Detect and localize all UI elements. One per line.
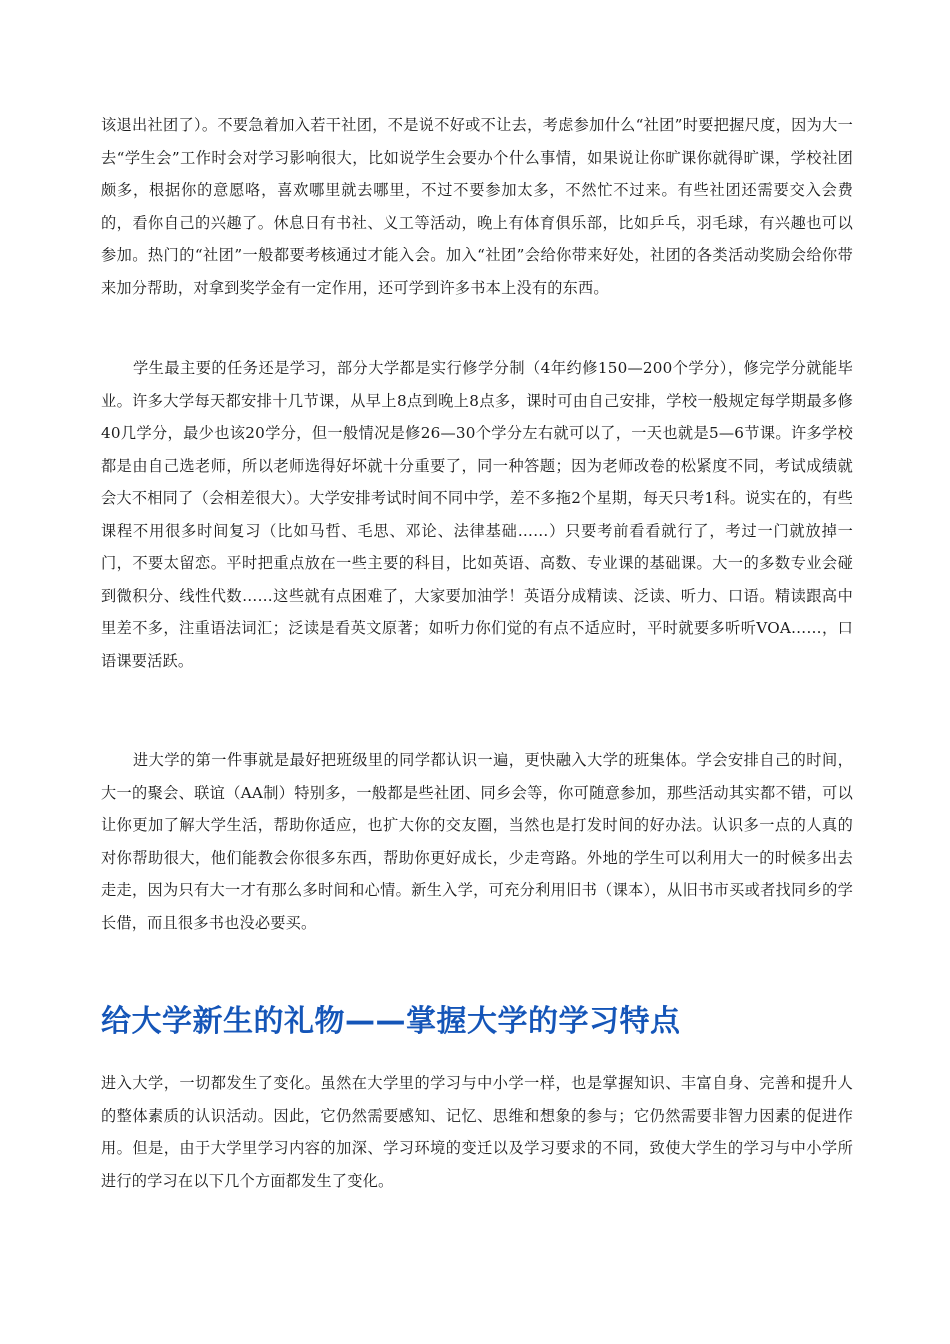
paragraph-study-credits: 学生最主要的任务还是学习，部分大学都是实行修学分制（4年约修150—200个学分），修完学分就能毕业。许多大学每天都安排十几节课，从早上8点到晚上8点多，课时可由自己安排，学校一般规定每学期最多修40几学分，最少也该20学分，但一般情况是修26—30个学分左右就可以了，一天也就是5—6节课。许多学校都是由自己选老师，所以老师选得好坏就十分重要了，同一种答题；因为老师改卷的松紧度不同，考试成绩就会大不相同了（会相差很大）。大学安排考试时间不同中学，差不多拖2个星期，每天只考1科。说实在的，有些课程不用很多时间复习（比如马哲、毛思、邓论、法律基础……）只要考前看看就行了，考过一门就放掉一门，不要太留恋。平时把重点放在一些主要的科目，比如英语、高数、专业课的基础课。大一的多数专业会碰到微积分、线性代数……这些就有点困难了，大家要加油学！英语分成精读、泛读、听力、口语。精读跟高中里差不多，注重语法词汇；泛读是看英文原著；如听力你们觉的有点不适应时，平时就要多听听VOA……，口语课要活跃。	[101, 359, 853, 670]
paragraph-learning-changes: 进入大学，一切都发生了变化。虽然在大学里的学习与中小学一样，也是掌握知识、丰富自身、完善和提升人的整体素质的认识活动。因此，它仍然需要感知、记忆、思维和想象的参与；它仍然需要非智力因素的促进作用。但是，由于大学里学习内容的加深、学习环境的变迁以及学习要求的不同，致使大学生的学习与中小学所进行的学习在以下几个方面都发生了变化。	[101, 1074, 853, 1190]
paragraph-clubs: 该退出社团了）。不要急着加入若干社团，不是说不好或不让去，考虑参加什么“社团”时要把握尺度，因为大一去“学生会”工作时会对学习影响很大，比如说学生会要办个什么事情，如果说让你旷课你就得旷课，学校社团颇多，根据你的意愿咯，喜欢哪里就去哪里，不过不要参加太多，不然忙不过来。有些社团还需要交入会费的，看你自己的兴趣了。休息日有书社、义工等活动，晚上有体育俱乐部，比如乒乓，羽毛球，有兴趣也可以参加。热门的“社团”一般都要考核通过才能入会。加入“社团”会给你带来好处，社团的各类活动奖励会给你带来加分帮助，对拿到奖学金有一定作用，还可学到许多书本上没有的东西。	[101, 116, 853, 297]
paragraph-social-life: 进大学的第一件事就是最好把班级里的同学都认识一遍，更快融入大学的班集体。学会安排自己的时间，大一的聚会、联谊（AA制）特别多，一般都是些社团、同乡会等，你可随意参加，那些活动其实都不错，可以让你更加了解大学生活，帮助你适应，也扩大你的交友圈，当然也是打发时间的好办法。认识多一点的人真的对你帮助很大，他们能教会你很多东西，帮助你更好成长，少走弯路。外地的学生可以利用大一的时候多出去走走，因为只有大一才有那么多时间和心情。新生入学，可充分利用旧书（课本），从旧书市买或者找同乡的学长借，而且很多书也没必要买。	[101, 751, 853, 932]
section-heading: 给大学新生的礼物——掌握大学的学习特点	[101, 1004, 681, 1039]
